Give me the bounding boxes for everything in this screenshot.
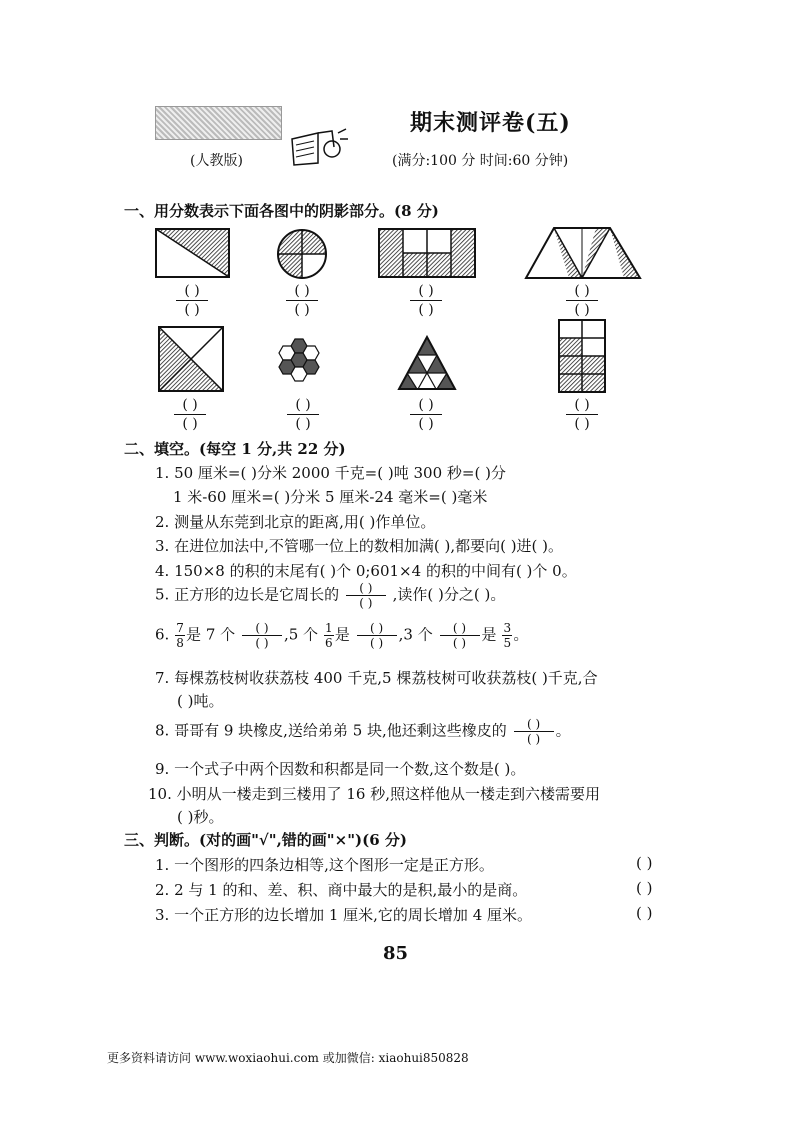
fraction-7-8: $\frac{7}{8}$ [176,621,184,650]
q5-fraction-blank[interactable]: $\frac{( )}{( )}$ [346,582,386,609]
judge-answer-2[interactable]: ( ) [636,879,653,897]
footer-note: 更多资料请访问 www.woxiaohui.com 或加微信: xiaohui850828 [107,1051,469,1065]
figure-square-diagonals [157,325,225,393]
q6-fraction-blank-2[interactable]: $\frac{( )}{( )}$ [357,622,397,649]
question-2: 2. 测量从东莞到北京的距离,用( )作单位。 [155,513,436,531]
answer-fraction-6[interactable]: ( ) ( ) [283,397,323,432]
section2-heading: 二、填空。(每空 1 分,共 22 分) [124,440,346,458]
question-8: 8. 哥哥有 9 块橡皮,送给弟弟 5 块,他还剩这些橡皮的 $\frac{( )}{( )}$ 。 [155,717,571,746]
question-10-line2: ( )秒。 [177,808,224,826]
question-1-line2: 1 米-60 厘米=( )分米 5 厘米-24 毫米=( )毫米 [173,488,488,506]
fraction-3-5: $\frac{3}{5}$ [503,621,512,650]
question-4: 4. 150×8 的积的末尾有( )个 0;601×4 的积的中间有( )个 0。 [155,562,577,580]
fraction-1-6: $\frac{1}{6}$ [325,621,333,650]
question-3: 3. 在进位加法中,不管哪一位上的数相加满( ),都要向( )进( )。 [155,537,564,555]
answer-fraction-5[interactable]: ( ) ( ) [170,397,210,432]
figure-circle-quarters [276,228,328,280]
score-time-label: (满分:100 分 时间:60 分钟) [392,153,569,169]
judge-item-3: 3. 一个正方形的边长增加 1 厘米,它的周长增加 4 厘米。 [155,906,533,924]
figure-triangle-subdivided [397,335,457,391]
judge-answer-3[interactable]: ( ) [636,904,653,922]
question-6: 6. $\frac{7}{8}$ 是 7 个 $\frac{( )}{( )}$ ,5 个 $\frac{1}{6}$ 是 $\frac{( )}{( )}$ ,3 个 $\frac{( )}{( )}$ 是 $\frac{3}{5}$ 。 [155,621,529,650]
series-logo [155,106,282,140]
answer-fraction-7[interactable]: ( ) ( ) [406,397,446,432]
answer-fraction-3[interactable]: ( ) ( ) [406,283,446,318]
section1-heading: 一、用分数表示下面各图中的阴影部分。(8 分) [124,202,439,220]
section3-heading: 三、判断。(对的画"√",错的画"×")(6 分) [124,831,407,849]
edition-label: (人教版) [190,153,243,169]
judge-answer-1[interactable]: ( ) [636,854,653,872]
question-7-line2: ( )吨。 [177,692,224,710]
book-icon [288,125,350,167]
figure-rect-cells [557,318,607,394]
question-7-line1: 7. 每棵荔枝树收获荔枝 400 千克,5 棵荔枝树可收获荔枝( )千克,合 [155,669,598,687]
figure-rect-diagonal [155,228,230,278]
answer-fraction-1[interactable]: ( ) ( ) [172,283,212,318]
answer-fraction-2[interactable]: ( ) ( ) [282,283,322,318]
answer-fraction-4[interactable]: ( ) ( ) [562,283,602,318]
q6-fraction-blank-1[interactable]: $\frac{( )}{( )}$ [242,622,282,649]
page-number: 85 [383,943,409,964]
figure-rect-grid [378,228,476,278]
figure-hexagons [275,337,331,389]
question-10-line1: 10. 小明从一楼走到三楼用了 16 秒,照这样他从一楼走到六楼需要用 [148,785,601,803]
answer-fraction-8[interactable]: ( ) ( ) [562,397,602,432]
question-9: 9. 一个式子中两个因数和积都是同一个数,这个数是( )。 [155,760,526,778]
question-5: 5. 正方形的边长是它周长的 $\frac{( )}{( )}$ ,读作( )分之( )。 [155,581,506,610]
judge-item-2: 2. 2 与 1 的和、差、积、商中最大的是积,最小的是商。 [155,881,528,899]
page-title: 期末测评卷(五) [410,110,571,136]
q6-fraction-blank-3[interactable]: $\frac{( )}{( )}$ [440,622,480,649]
judge-item-1: 1. 一个图形的四条边相等,这个图形一定是正方形。 [155,856,494,874]
q8-fraction-blank[interactable]: $\frac{( )}{( )}$ [514,718,554,745]
figure-trapezoid-triangles [524,226,642,280]
question-1-line1: 1. 50 厘米=( )分米 2000 千克=( )吨 300 秒=( )分 [155,464,506,482]
